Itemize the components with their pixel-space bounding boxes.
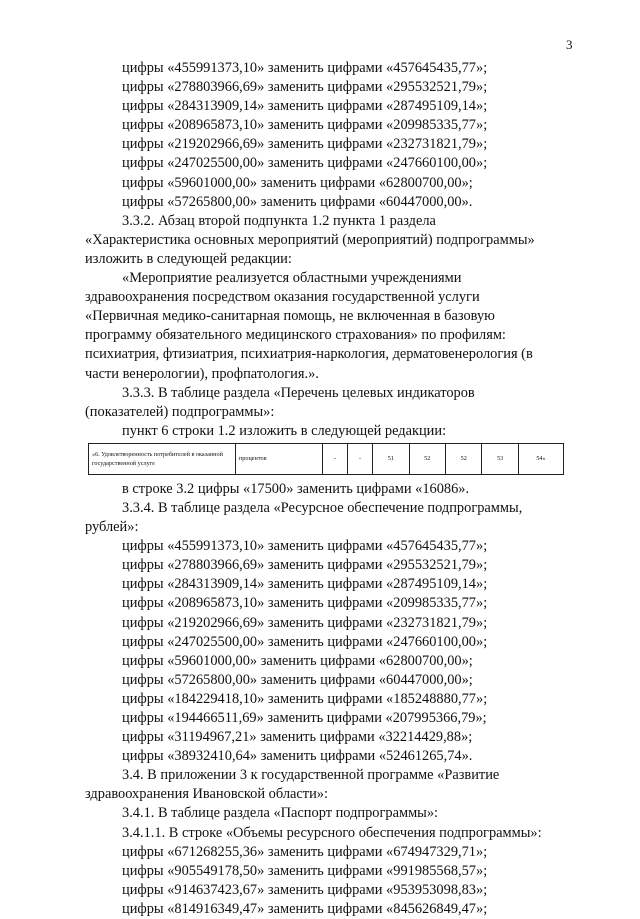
paragraph-line: 3.4. В приложении 3 к государственной программе «Развитие <box>122 767 500 784</box>
replacement-line: цифры «284313909,14» заменить цифрами «287495109,14»; <box>122 576 488 593</box>
replacement-line: цифры «194466511,69» заменить цифрами «207995366,79»; <box>122 710 487 726</box>
value-cell: - <box>323 443 348 474</box>
paragraph-line: в строке 3.2 цифры «17500» заменить цифрами «16086». <box>122 480 470 497</box>
replacement-line: цифры «38932410,64» заменить цифрами «52461265,74». <box>122 748 473 765</box>
quote-line: части венерологии), профпатология.». <box>85 365 319 382</box>
quote-line: «Мероприятие реализуется областными учреждениями <box>122 270 462 287</box>
replacement-list-2 <box>85 537 567 766</box>
replacement-line: цифры «247025500,00» заменить цифрами «247660100,00»; <box>122 155 488 172</box>
indicator-table <box>88 443 564 475</box>
unit-cell: процентов <box>236 443 323 474</box>
replacement-list-1 <box>85 59 567 212</box>
quote-line: здравоохранения посредством оказания государственной услуги <box>85 289 480 306</box>
replacement-line: цифры «814916349,47» заменить цифрами «845626849,47»; <box>122 900 488 917</box>
paragraph-line: изложить в следующей редакции: <box>85 250 292 267</box>
replacement-line: цифры «184229418,10» заменить цифрами «185248880,77»; <box>122 690 488 707</box>
value-cell: 52 <box>446 443 482 474</box>
paragraph-3-3-4 <box>85 499 567 537</box>
paragraph-line: пункт 6 строки 1.2 изложить в следующей редакции: <box>122 422 447 439</box>
replacement-line: цифры «208965873,10» заменить цифрами «209985335,77»; <box>122 117 488 134</box>
replacement-line: цифры «57265800,00» заменить цифрами «60447000,00». <box>122 193 473 210</box>
paragraph-3-4-1-1: 3.4.1.1. В строке «Объемы ресурсного обеспечения подпрограммы»: <box>122 824 542 841</box>
paragraph-3-4-1: 3.4.1. В таблице раздела «Паспорт подпрограммы»: <box>122 805 439 822</box>
quote-line: программу обязательного медицинского страхования» по профилям: <box>85 327 506 344</box>
replacement-line: цифры «905549178,50» заменить цифрами «991985568,57»; <box>122 862 488 879</box>
paragraph-line: 3.3.3. В таблице раздела «Перечень целевых индикаторов <box>122 384 475 401</box>
indicator-name-cell: «6. Удовлетворенность потребителей в оказанной государственной услуге <box>89 443 236 474</box>
replacement-list-3 <box>85 843 567 919</box>
replacement-line: цифры «455991373,10» заменить цифрами «457645435,77»; <box>122 538 488 555</box>
replacement-line: цифры «31194967,21» заменить цифрами «32214429,88»; <box>122 729 473 746</box>
replacement-line: цифры «455991373,10» заменить цифрами «457645435,77»; <box>122 60 488 76</box>
value-cell: 53 <box>482 443 518 474</box>
quoted-text <box>85 269 567 384</box>
paragraph-3-3-3 <box>85 384 567 441</box>
replacement-line: цифры «57265800,00» заменить цифрами «60447000,00»; <box>122 671 473 688</box>
replacement-line: цифры «671268255,36» заменить цифрами «674947329,71»; <box>122 843 488 860</box>
quote-line: «Первичная медико-санитарная помощь, не включенная в базовую <box>85 308 495 325</box>
replacement-line: цифры «284313909,14» заменить цифрами «287495109,14»; <box>122 98 488 115</box>
value-cell: 51 <box>373 443 409 474</box>
value-cell: 54» <box>518 443 563 474</box>
document-body <box>85 59 567 919</box>
paragraph-line: здравоохранения Ивановской области»: <box>85 786 328 803</box>
value-cell: 52 <box>409 443 445 474</box>
paragraph-line: рублей»: <box>85 519 139 536</box>
value-cell: - <box>348 443 373 474</box>
paragraph-line: (показателей) подпрограммы»: <box>85 403 275 420</box>
replacement-line: цифры «208965873,10» заменить цифрами «209985335,77»; <box>122 595 488 612</box>
replacement-line: цифры «278803966,69» заменить цифрами «295532521,79»; <box>122 557 488 574</box>
replacement-line: цифры «247025500,00» заменить цифрами «247660100,00»; <box>122 633 488 650</box>
replacement-line: цифры «219202966,69» заменить цифрами «232731821,79»; <box>122 614 488 631</box>
quote-line: психиатрия, фтизиатрия, психиатрия-наркология, дерматовенерология (в <box>85 346 533 363</box>
replacement-line: цифры «59601000,00» заменить цифрами «62800700,00»; <box>122 174 473 191</box>
page-number: 3 <box>566 37 573 52</box>
paragraph-3-3-2 <box>85 212 567 269</box>
paragraph-line: 3.3.4. В таблице раздела «Ресурсное обеспечение подпрограммы, <box>122 499 523 516</box>
paragraph-3-4 <box>85 766 567 804</box>
replacement-line: цифры «278803966,69» заменить цифрами «295532521,79»; <box>122 79 488 96</box>
replacement-line: цифры «59601000,00» заменить цифрами «62800700,00»; <box>122 652 473 669</box>
paragraph-line: 3.3.2. Абзац второй подпункта 1.2 пункта 1 раздела <box>122 212 436 229</box>
paragraph-line: «Характеристика основных мероприятий (мероприятий) подпрограммы» <box>85 231 535 248</box>
replacement-line: цифры «914637423,67» заменить цифрами «953953098,83»; <box>122 881 488 898</box>
table-row <box>89 443 564 474</box>
replacement-line: цифры «219202966,69» заменить цифрами «232731821,79»; <box>122 136 488 153</box>
